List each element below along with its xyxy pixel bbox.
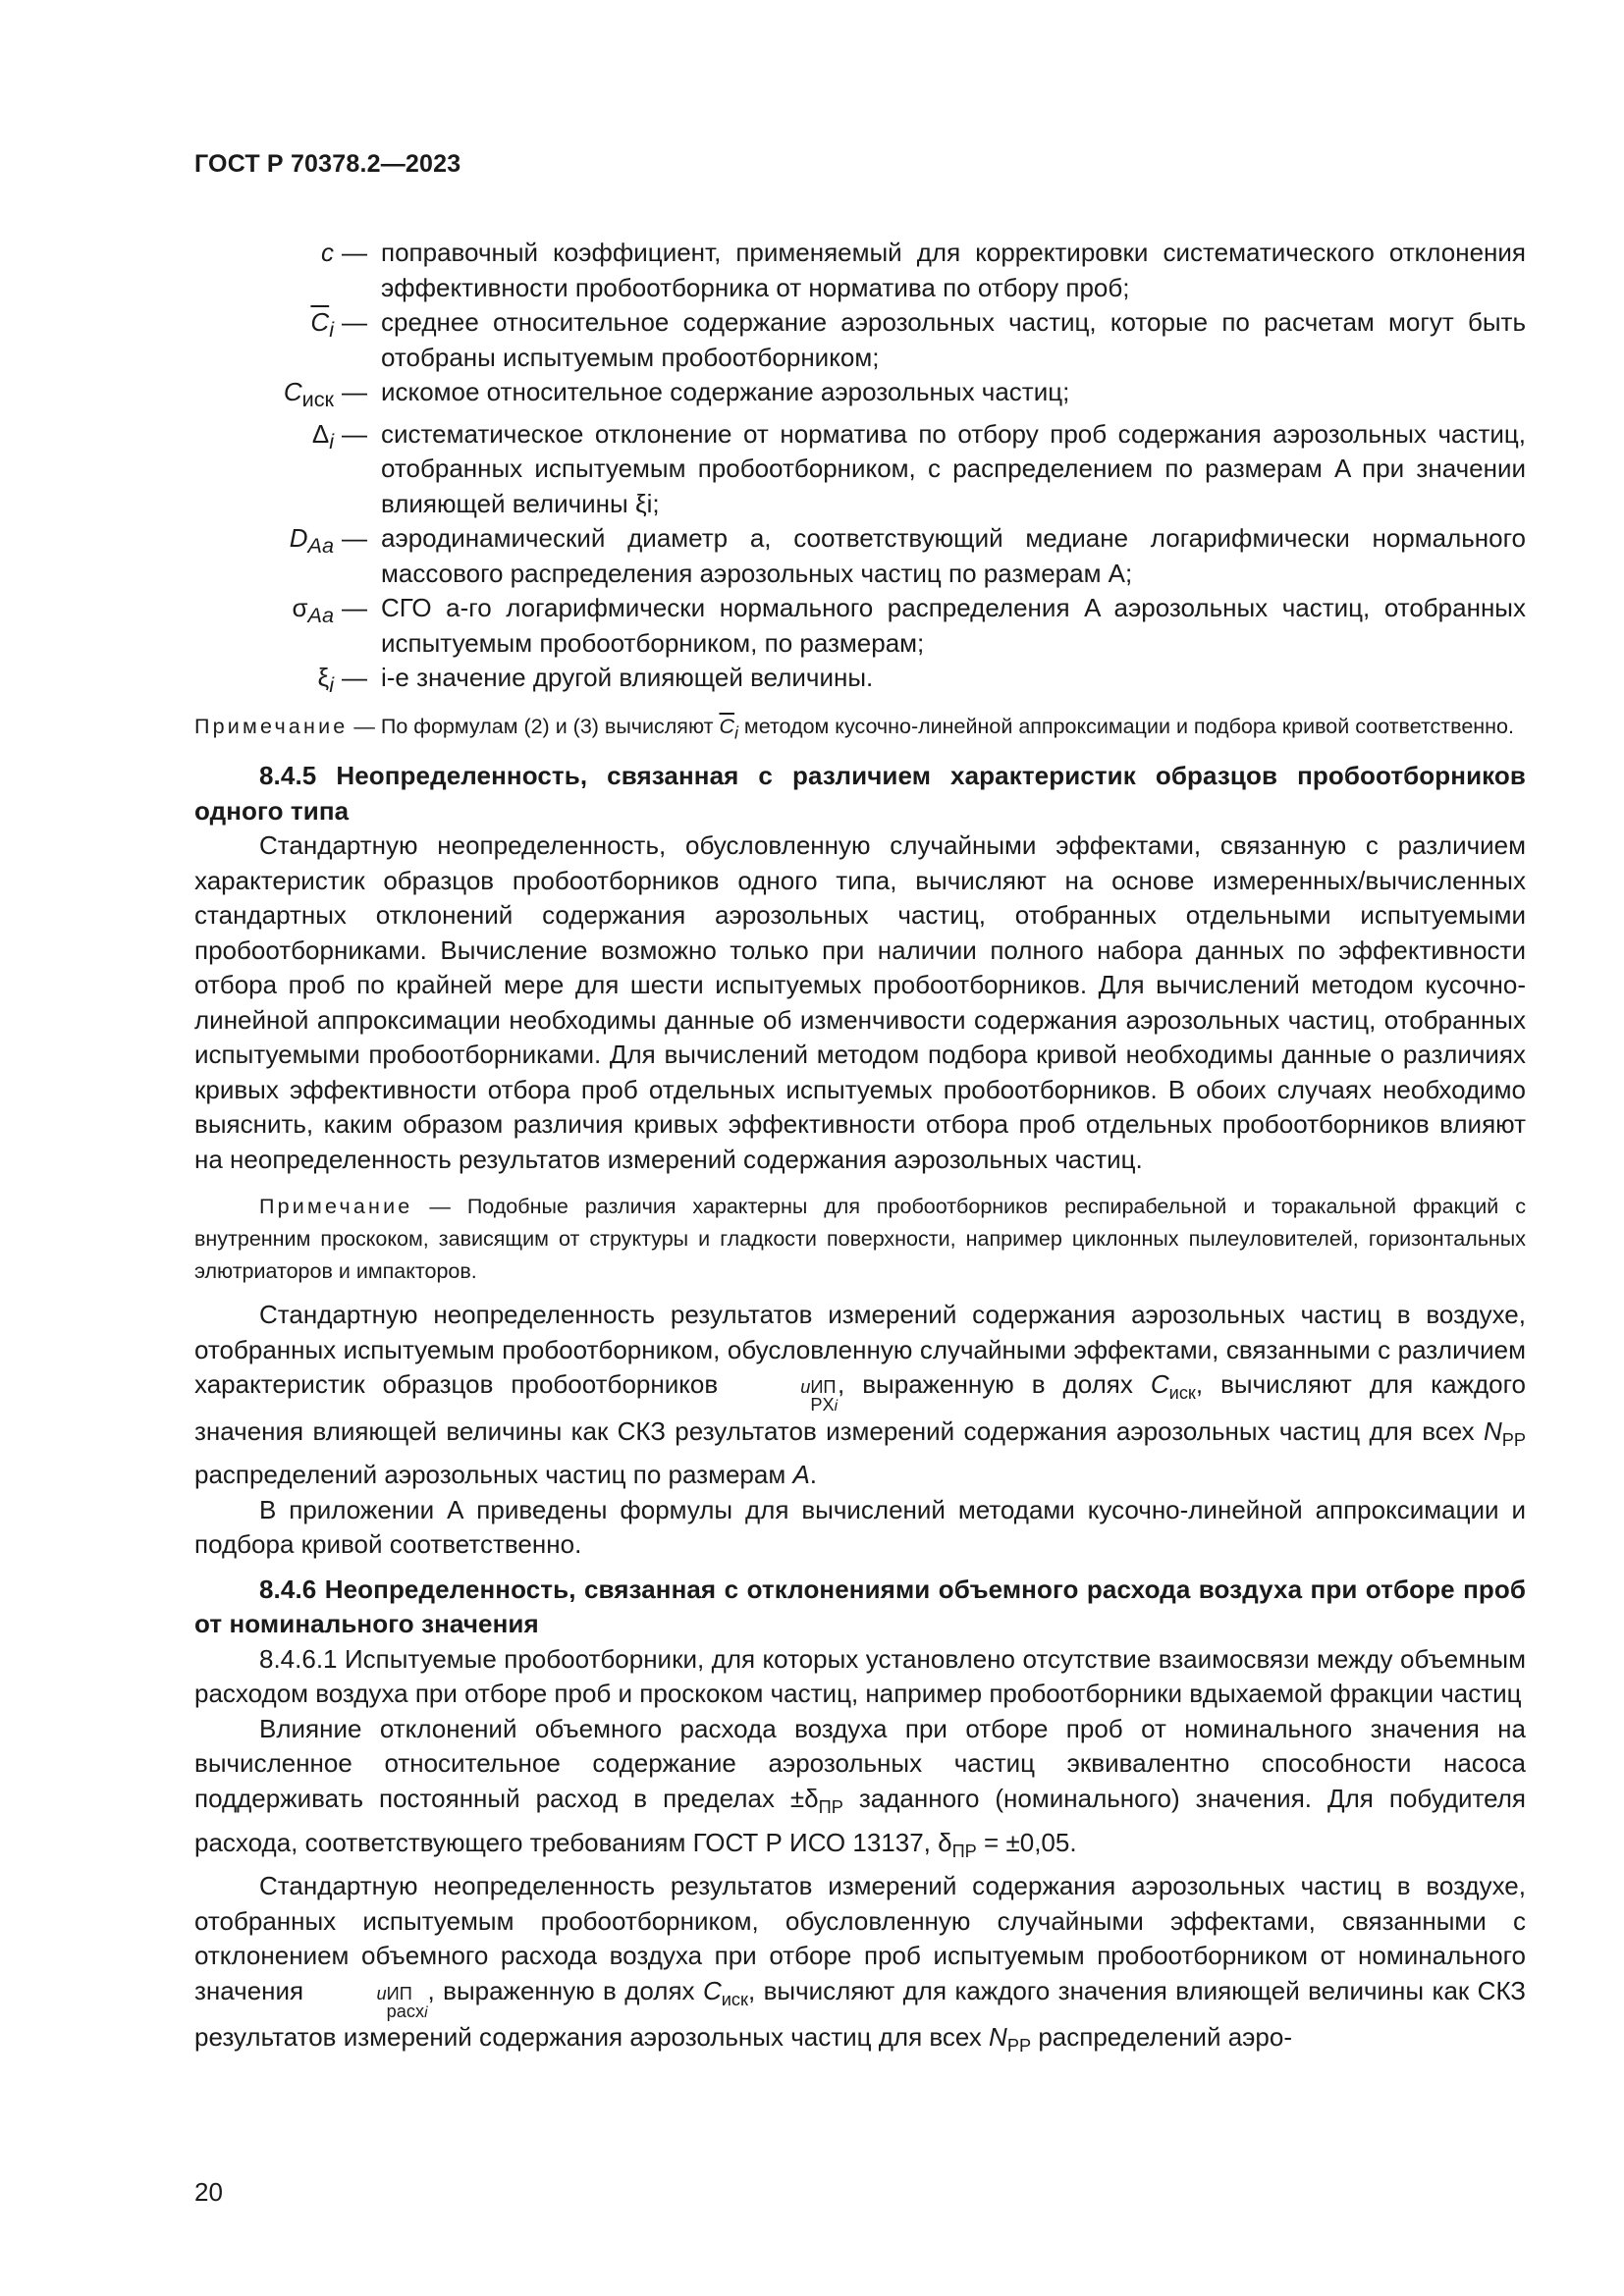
definition-symbol: $\overline{C}_i$ <box>310 307 334 343</box>
definition-text: систематическое отклонение от норматива по отбору проб содержания аэрозольных частиц, отобранных испытуемым пробоотборником, с распределением по размерам A при значении влияющей величины ξi; <box>381 418 1526 518</box>
definition-text: поправочный коэффициент, применяемый для корректировки систематического отклонения эффективности пробоотборника от норматива по отбору проб; <box>381 238 1526 302</box>
formula-symbol: uИП расхi <box>376 1983 428 2021</box>
paragraph: Влияние отклонений объемного расхода воздуха при отборе проб от номинального значения на вычисленное относительное содержание аэрозольных частиц эквивалентно способности насоса поддерживать постоянный расход в пределах $\pm\delta_{ПР}$ заданного (номинального) значения. Для побудителя расхода, соответствующего требованиям ГОСТ Р ИСО 13137, $\delta_{ПР} = \pm 0,05$. <box>194 1713 1526 1861</box>
section-heading-8-4-6: 8.4.6 Неопределенность, связанная с отклонениями объемного расхода воздуха при отборе проб от номинального значения <box>194 1574 1526 1639</box>
definition-text: СГО a-го логарифмически нормального распределения A аэрозольных частиц, отобранных испытуемым пробоотборником, по размерам; <box>381 593 1526 658</box>
definition-symbol: $\sigma_{Aa}$ <box>292 593 334 628</box>
document-code-header: ГОСТ Р 70378.2—2023 <box>194 150 461 178</box>
formula-symbol: uИП PXi <box>800 1376 839 1415</box>
definition-item: c — поправочный коэффициент, применяемый для корректировки систематического отклонения эффективности пробоотборника от норматива по отбору проб; <box>194 236 1526 305</box>
definition-symbol: $D_{Aa}$ <box>289 523 334 559</box>
definition-symbol: $\Delta_i$ <box>311 418 334 454</box>
definition-text: аэродинамический диаметр a, соответствующий медиане логарифмически нормального массового распределения аэрозольных частиц по размерам A; <box>381 523 1526 588</box>
page-number: 20 <box>194 2177 223 2207</box>
page-content <box>194 236 1526 2064</box>
definition-item: $\xi_i$ — i-е значение другой влияющей величины. <box>194 661 1526 703</box>
paragraph: Стандартную неопределенность результатов измерений содержания аэрозольных частиц в воздухе, отобранных испытуемым пробоотборником, обусловленную случайными эффектами, связанными с отклонением объемного расхода воздуха при отборе проб испытуемым пробоотборником от номинального значения uИП расхi , выраженную в долях $C_{иск}$, вычисляют для каждого значения влияющей величины как СКЗ результатов измерений содержания аэрозольных частиц для всех $N_{PP}$ распределений аэро- <box>194 1871 1527 2056</box>
definition-item: $\Delta_i$ — систематическое отклонение от норматива по отбору проб содержания аэрозольных частиц, отобранных испытуемым пробоотборником, с распределением по размерам A при значении влияющей величины ξi; <box>194 417 1526 522</box>
note-formulas: Примечание — По формулам (2) и (3) вычисляют $\overline{C}_i$ методом кусочно-линейной аппроксимации и подбора кривой соответственно. <box>194 714 1514 743</box>
paragraph: 8.4.6.1 Испытуемые пробоотборники, для которых установлено отсутствие взаимосвязи между объемным расходом воздуха при отборе проб и проскоком частиц, например пробоотборники вдыхаемой фракции частиц <box>194 1643 1526 1709</box>
definition-item: $\sigma_{Aa}$ — СГО a-го логарифмически нормального распределения A аэрозольных частиц, отобранных испытуемым пробоотборником, по размерам; <box>194 591 1526 661</box>
definition-text: искомое относительное содержание аэрозольных частиц; <box>381 377 1070 406</box>
definitions-list <box>194 236 1526 703</box>
definition-item: $\overline{C}_i$ — среднее относительное содержание аэрозольных частиц, которые по расчетам могут быть отобраны испытуемым пробоотборником; <box>194 305 1526 375</box>
definition-item: $C_{иск}$ — искомое относительное содержание аэрозольных частиц; <box>194 375 1526 417</box>
definition-symbol: $C_{иск}$ <box>283 377 334 412</box>
definition-symbol: $\xi_i$ <box>317 663 334 698</box>
definition-item: $D_{Aa}$ — аэродинамический диаметр a, соответствующий медиане логарифмически нормального массового распределения аэрозольных частиц по размерам A; <box>194 521 1526 591</box>
paragraph: Стандартную неопределенность, обусловленную случайными эффектами, связанную с различием характеристик образцов пробоотборников одного типа, вычисляют на основе измеренных/вычисленных стандартных отклонений содержания аэрозольных частиц, отобранных отдельными испытуемыми пробоотборниками. Вычисление возможно только при наличии полного набора данных по эффективности отбора проб по крайней мере для шести испытуемых пробоотборников. Для вычислений методом кусочно-линейной аппроксимации необходимы данные об изменчивости содержания аэрозольных частиц, отобранных испытуемыми пробоотборниками. Для вычислений методом подбора кривой необходимы данные о различиях кривых эффективности отбора проб отдельных испытуемых пробоотборников. В обоих случаях необходимо выяснить, каким образом различия кривых эффективности отбора проб отдельных пробоотборников влияют на неопределенность результатов измерений содержания аэрозольных частиц. <box>194 830 1526 1174</box>
definition-text: среднее относительное содержание аэрозольных частиц, которые по расчетам могут быть отобраны испытуемым пробоотборником; <box>381 307 1526 372</box>
definition-symbol: c <box>321 238 334 267</box>
paragraph: В приложении А приведены формулы для вычислений методами кусочно-линейной аппроксимации и подбора кривой соответственно. <box>194 1494 1526 1560</box>
paragraph: Стандартную неопределенность результатов измерений содержания аэрозольных частиц в воздухе, отобранных испытуемым пробоотборником, обусловленную случайными эффектами, связанными с различием характеристик образцов пробоотборников uИП PXi , выраженную в долях $C_{иск}$, вычисляют для каждого значения влияющей величины как СКЗ результатов измерений содержания аэрозольных частиц для всех $N_{PP}$ распределений аэрозольных частиц по размерам A. <box>194 1300 1526 1490</box>
note-differences: Примечание — Подобные различия характерны для пробоотборников респирабельной и торакальной фракций с внутренним проскоком, зависящим от структуры и гладкости поверхности, например циклонных пылеуловителей, горизонтальных элютриаторов и импакторов. <box>194 1195 1526 1284</box>
definition-text: i-е значение другой влияющей величины. <box>381 663 874 693</box>
section-heading-8-4-5: 8.4.5 Неопределенность, связанная с различием характеристик образцов пробоотборников одного типа <box>194 761 1526 826</box>
